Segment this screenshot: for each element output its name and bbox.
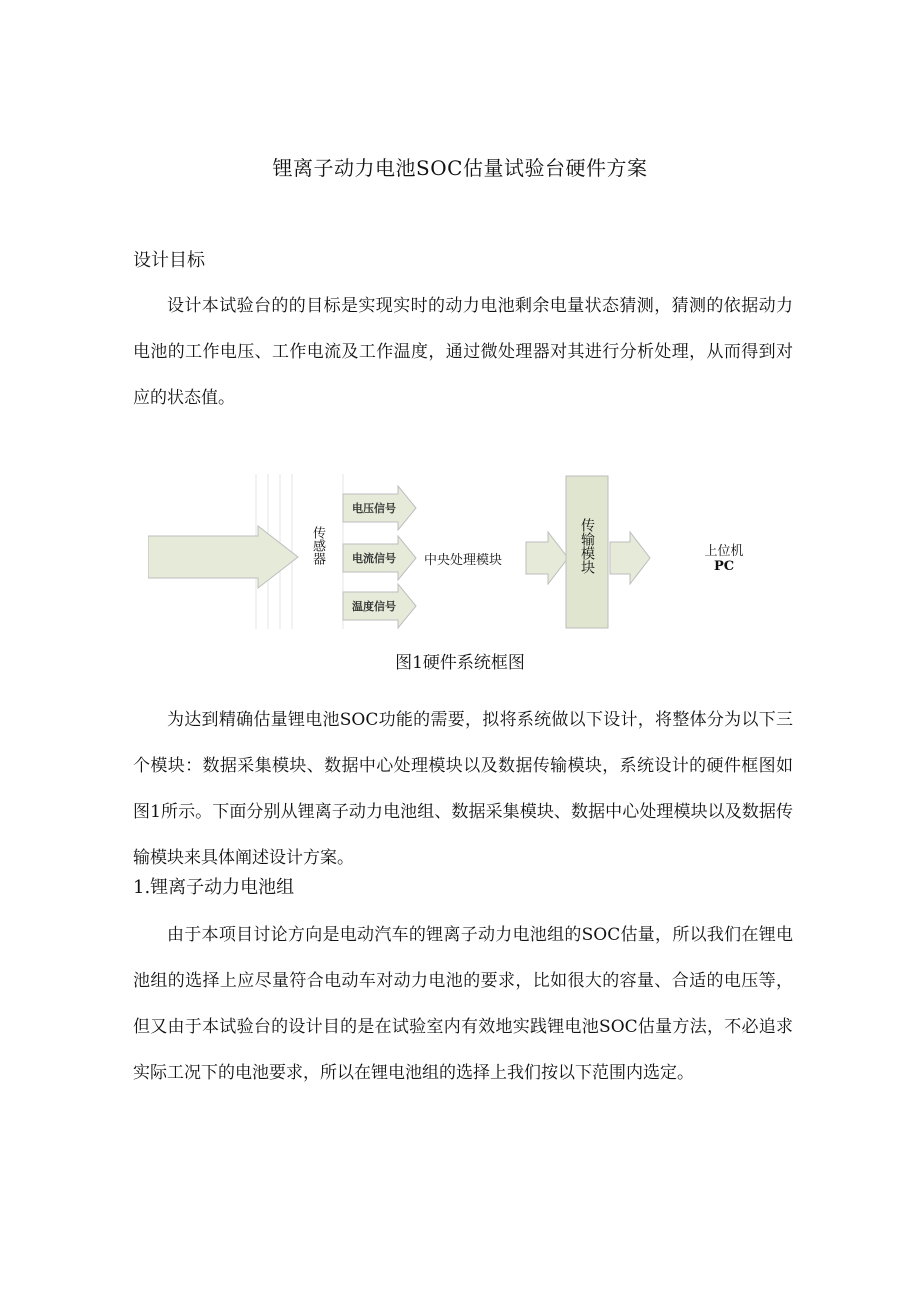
signal-label-voltage: 电压信号	[352, 502, 396, 515]
host-label: 上位机	[704, 544, 744, 559]
hardware-block-diagram	[148, 474, 768, 634]
section-heading-design-goal: 设计目标	[133, 250, 205, 271]
input-arrow	[148, 526, 298, 588]
host-pc-label: PC	[713, 559, 735, 574]
signal-label-current: 电流信号	[352, 552, 396, 565]
paragraph-design-goal: 设计本试验台的的目标是实现实时的动力电池剩余电量状态猜测，猜测的依据动力电池的工作电压、工作电流及工作温度，通过微处理器对其进行分析处理，从而得到对应的状态值。	[133, 296, 793, 408]
section-heading-battery-pack: 1.锂离子动力电池组	[133, 877, 295, 898]
center-to-transfer-arrow	[526, 532, 568, 584]
transfer-to-pc-arrow	[610, 532, 650, 584]
sensor-label: 传感器	[310, 526, 325, 565]
transfer-module-label: 传输模块	[579, 518, 595, 574]
document-title: 锂离子动力电池SOC估量试验台硬件方案	[272, 156, 648, 180]
central-processing-label: 中央处理模块	[424, 553, 503, 568]
paragraph-battery-pack: 由于本项目讨论方向是电动汽车的锂离子动力电池组的SOC估量，所以我们在锂电池组的选择上应尽量符合电动车对动力电池的要求，比如很大的容量、合适的电压等，但又由于本试验台的设计目的是在试验室内有效地实践锂电池SOC估量方法，不必追求实际工况下的电池要求，所以在锂电池组的选择上我们按以下范围内选定。	[133, 925, 793, 1083]
figure-caption: 图1硬件系统框图	[395, 653, 525, 673]
signal-label-temperature: 温度信号	[352, 600, 396, 613]
paragraph-system-design: 为达到精确估量锂电池SOC功能的需要，拟将系统做以下设计，将整体分为以下三个模块：数据采集模块、数据中心处理模块以及数据传输模块，系统设计的硬件框图如图1所示。下面分别从锂离子动力电池组、数据采集模块、数据中心处理模块以及数据传输模块来具体阐述设计方案。	[133, 710, 793, 868]
